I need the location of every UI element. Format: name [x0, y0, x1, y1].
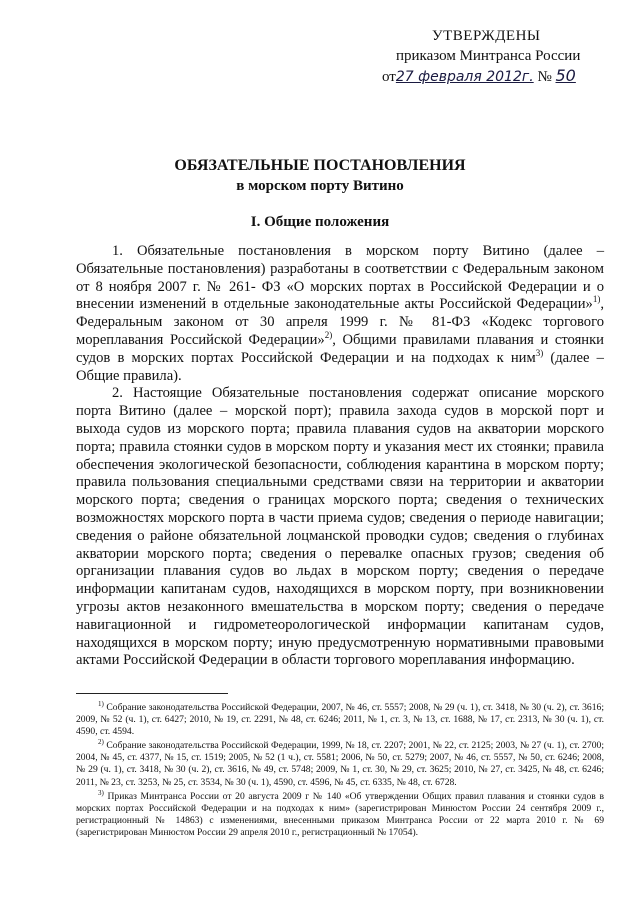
approval-order-line: приказом Минтранса России: [396, 48, 581, 64]
approval-date-handwritten: 27 февраля 2012г.: [395, 69, 534, 85]
approval-heading: УТВЕРЖДЕНЫ: [432, 28, 541, 44]
footnote-separator: [76, 693, 228, 694]
approval-stamp: [380, 26, 620, 87]
document-body: [76, 243, 604, 670]
approval-date-line: [380, 66, 620, 87]
footnote-3-mark: 3): [98, 788, 104, 797]
approval-from-label: от: [382, 69, 396, 85]
paragraph-1: [76, 243, 604, 385]
paragraph-2: 2. Настоящие Обязательные постановления содержат описание морского порта Витино (далее – морской порт); правила захода судов в морской порт и выхода судов из морского порта; правила плавания судов на акватории морского порта; правила стоянки судов в морском порту и указания мест их стоянки; правила обеспечения экологической безопасности, соблюдения карантина в морском порту; правила пользования специальными средствами связи на территории и акватории морского порта; сведения о границах морского порта; сведения о технических возможностях морского порта в части приема судов; сведения о периоде навигации; сведения о районе обязательной лоцманской проводки судов; сведения о глубинах акватории морского порта; сведения о перевалке опасных грузов; сведения об организации плавания судов во льдах в морском порту; сведения о передаче информации капитанам судов, находящихся в морском порту, при возникновении угрозы актов незаконного вмешательства в морском порту; сведения о передаче навигационной и гидрометеорологической информации капитанам судов, находящихся в морском порту; иную предусмотренную нормативными правовыми актами Российской Федерации в области торгового мореплавания информацию.: [76, 385, 604, 669]
paragraph-1-text-a: 1. Обязательные постановления в морском порту Витино (далее – Обязательные постановления) разработаны в соответствии с Федеральным законом от 8 ноября 2007 г. № 261- ФЗ «О морских портах в Российской Федерации и о внесении изменений в отдельные законодательные акты Российской Федерации»: [76, 243, 604, 313]
footnote-3: [76, 788, 604, 839]
footnote-1: [76, 699, 604, 738]
paragraph-1-text-b: , Федеральным законом от 30 апреля 1999 г. № 81-ФЗ «Кодекс торгового мореплавания Российской Федерации»: [76, 296, 604, 348]
document-title: ОБЯЗАТЕЛЬНЫЕ ПОСТАНОВЛЕНИЯ: [174, 157, 466, 174]
footnote-3-text: Приказ Минтранса России от 20 августа 2009 г № 140 «Об утверждении Общих правил плавания и стоянки судов в морских портах Российской Федерации и на подходах к ним» (зарегистрирован Минюстом России 24 сентября 2009 г., регистрационный № 14863) с изменениями, внесенными приказом Минтранса России от 22 марта 2010 г. № 69 (зарегистрирован Минюстом России 29 апреля 2010 г., регистрационный № 17054).: [76, 790, 604, 838]
paragraph-1-text-d: (далее – Общие правила).: [76, 349, 604, 384]
footnote-2-mark: 2): [98, 738, 104, 747]
approval-number-handwritten: 50: [555, 66, 576, 85]
footnote-ref-3: 3): [535, 347, 544, 358]
paragraph-1-text-c: , Общими правилами плавания и стоянки судов в морских портах Российской Федерации и на подходах к ним: [76, 331, 604, 366]
footnote-1-text: Собрание законодательства Российской Федерации, 2007, № 46, ст. 5557; 2008, № 29 (ч. 1), ст. 3418, № 30 (ч. 2), ст. 3616; 2009, № 52 (ч. 1), ст. 6427; 2010, № 19, ст. 2291, № 48, ст. 6246; 2011, № 1, ст. 3, № 13, ст. 1688, № 17, ст. 2313, № 30 (ч. 1), ст. 4590, ст. 4594.: [76, 702, 604, 738]
footnote-ref-1: 1): [592, 294, 601, 305]
footnotes: [76, 699, 604, 841]
footnote-1-mark: 1): [98, 699, 104, 708]
footnote-2: [76, 740, 604, 788]
document-subtitle: в морском порту Витино: [236, 178, 404, 194]
footnote-ref-2: 2): [324, 330, 333, 341]
footnote-2-text: Собрание законодательства Российской Федерации, 1999, № 18, ст. 2207; 2001, № 22, ст. 2125; 2003, № 27 (ч. 1), ст. 2700; 2004, № 45, ст. 4377, № 15, ст. 1519; 2005, № 52 (1 ч.), ст. 5581; 2006, № 50, ст. 5279; 2007, № 46, ст. 5557, № 50, ст. 6246; 2008, № 29 (ч. 1), ст. 3418, № 30 (ч. 2), ст. 3616, № 49, ст. 5748; 2009, № 1, ст. 30, № 29, ст. 3625; 2010, № 27, ст. 3425, № 48, ст. 6246; 2011, № 23, ст. 3253, № 25, ст. 3534, № 30 (ч. 1), 4590, ст. 4596, № 45, ст. 6335, № 48, ст. 6728.: [76, 740, 604, 788]
approval-number-label: №: [533, 69, 556, 85]
section-heading: I. Общие положения: [250, 214, 390, 230]
